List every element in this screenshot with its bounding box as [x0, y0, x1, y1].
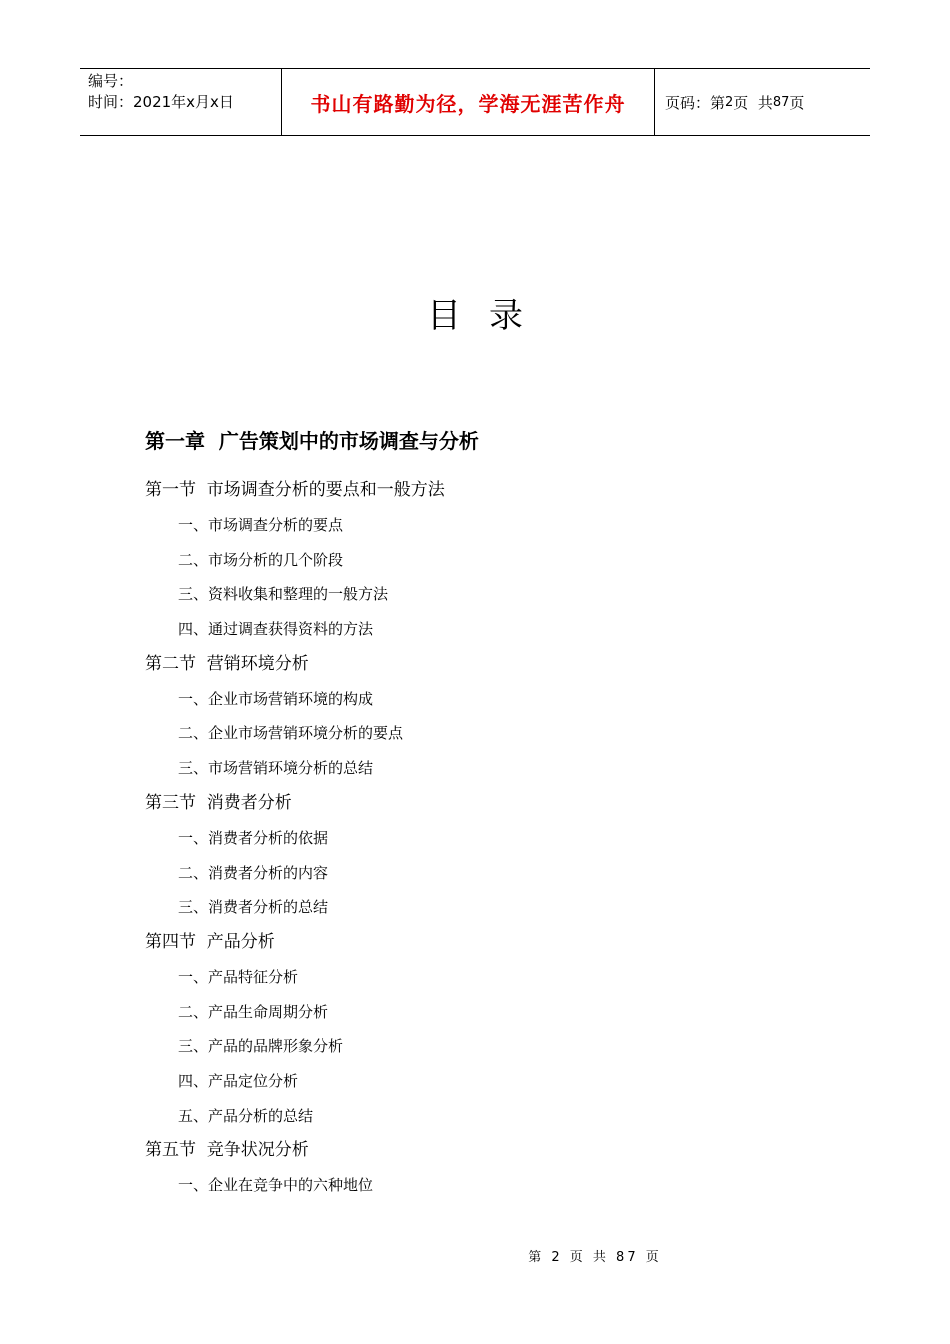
- toc-item: 一、市场调查分析的要点: [178, 516, 344, 534]
- page-prefix: 页码：第: [665, 93, 726, 112]
- toc-section: 第三节 消费者分析: [145, 792, 292, 813]
- toc-item: 四、通过调查获得资料的方法: [178, 620, 374, 639]
- toc-item: 二、消费者分析的内容: [178, 863, 329, 882]
- serial-label: 编号：: [88, 72, 134, 90]
- toc-item: 三、产品的品牌形象分析: [178, 1037, 344, 1056]
- toc-item: 二、企业市场营销环境分析的要点: [178, 724, 404, 743]
- toc-entries: [145, 473, 845, 1203]
- toc-item: 四、产品定位分析: [178, 1071, 299, 1090]
- page-current: 2: [725, 94, 734, 110]
- table-of-contents: [145, 423, 845, 1203]
- toc-item: 一、产品特征分析: [178, 967, 299, 986]
- page-title: 目录: [427, 296, 551, 336]
- toc-item: 一、企业市场营销环境的构成: [178, 689, 374, 708]
- toc-chapter: 第一章 广告策划中的市场调查与分析: [145, 429, 479, 453]
- header-page-info: [655, 69, 870, 135]
- header-motto: 书山有路勤为径，学海无涯苦作舟: [282, 69, 655, 135]
- page-mid: 页 共: [733, 93, 773, 112]
- toc-item: 五、产品分析的总结: [178, 1106, 314, 1125]
- header-meta: [80, 69, 282, 135]
- toc-item: 一、企业在竞争中的六种地位: [178, 1176, 374, 1195]
- page-total: 87: [772, 94, 790, 110]
- toc-section: 第四节 产品分析: [145, 931, 275, 952]
- toc-section: 第五节 竞争状况分析: [145, 1140, 309, 1161]
- toc-section: 第一节 市场调查分析的要点和一般方法: [145, 480, 445, 500]
- page-suffix: 页: [789, 93, 805, 112]
- toc-item: 一、消费者分析的依据: [178, 828, 329, 847]
- toc-section: 第二节 营销环境分析: [145, 653, 309, 674]
- page-header: [80, 68, 870, 136]
- toc-item: 二、产品生命周期分析: [178, 1002, 329, 1021]
- toc-item: 二、市场分析的几个阶段: [178, 550, 344, 569]
- toc-item: 三、资料收集和整理的一般方法: [178, 585, 389, 604]
- page-footer: 第 2 页 共 87 页: [528, 1250, 662, 1265]
- time-label: 时间：2021年x月x日: [88, 93, 234, 111]
- toc-item: 三、消费者分析的总结: [178, 898, 329, 917]
- toc-item: 三、市场营销环境分析的总结: [178, 759, 374, 778]
